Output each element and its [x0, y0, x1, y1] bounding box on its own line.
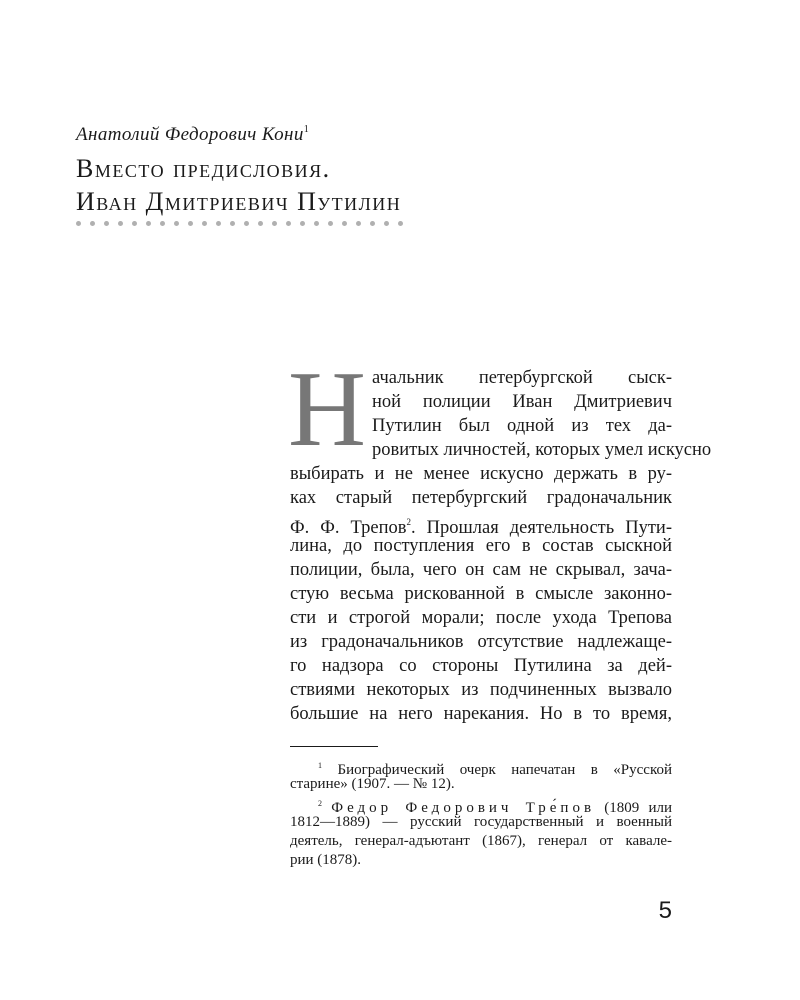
- footnote-2-mark: 2: [318, 799, 322, 808]
- divider-dot: [76, 221, 81, 226]
- footnote-1-line: старине» (1907. — № 12).: [290, 776, 455, 792]
- divider-dot: [146, 221, 151, 226]
- divider-dot: [90, 221, 95, 226]
- divider-dot: [188, 221, 193, 226]
- footnote-2-line: [290, 794, 673, 816]
- author-name: [76, 124, 309, 146]
- divider-dot: [300, 221, 305, 226]
- divider-dot: [202, 221, 207, 226]
- footnote-divider: [290, 746, 378, 747]
- divider-dot: [286, 221, 291, 226]
- page-number: 5: [658, 897, 672, 924]
- dotted-divider: [76, 221, 403, 226]
- drop-cap: Н: [288, 350, 366, 469]
- chapter-title: [76, 152, 401, 218]
- text-line: [290, 510, 672, 538]
- divider-dot: [356, 221, 361, 226]
- text-line: ровитых личностей, которых умел искусно: [372, 440, 712, 460]
- chapter-title-line-1: Вместо предисловия.: [76, 154, 331, 183]
- divider-dot: [244, 221, 249, 226]
- divider-dot: [398, 221, 403, 226]
- text-line: большие на него нарекания. Но в то время,: [290, 704, 672, 724]
- divider-dot: [328, 221, 333, 226]
- footnotes: [290, 756, 672, 870]
- divider-dot: [104, 221, 109, 226]
- text-line: выбирать и не менее искусно держать в ру-: [290, 464, 672, 484]
- divider-dot: [216, 221, 221, 226]
- divider-dot: [342, 221, 347, 226]
- divider-dot: [314, 221, 319, 226]
- text-line: ачальник петербургской сыск-: [372, 368, 672, 388]
- divider-dot: [160, 221, 165, 226]
- footnote-text: (1809 или: [604, 800, 673, 816]
- divider-dot: [258, 221, 263, 226]
- divider-dot: [118, 221, 123, 226]
- divider-dot: [132, 221, 137, 226]
- footnote-text: Биографический очерк напечатан в «Русской: [337, 762, 673, 778]
- text-line: ной полиции Иван Дмитриевич: [372, 392, 672, 412]
- footnote-2-line: деятель, генерал-адъютант (1867), генерал от кавале-: [290, 833, 672, 849]
- chapter-title-line-2: Иван Дмитриевич Путилин: [76, 187, 402, 216]
- author-text: Анатолий Федорович Кони: [76, 124, 304, 145]
- text-line: лина, до поступления его в состав сыскной: [290, 536, 672, 556]
- text-line: го надзора со стороны Путилина за дей-: [290, 656, 672, 676]
- body-paragraph: [288, 350, 712, 726]
- text-line: ках старый петербургский градоначальник: [290, 488, 672, 508]
- text-fragment: Ф. Ф. Трепов: [290, 518, 407, 538]
- divider-dot: [384, 221, 389, 226]
- footnote-2-line: 1812—1889) — русский государственный и военный: [290, 814, 672, 830]
- footnote-ref-1[interactable]: 1: [303, 124, 310, 135]
- text-line: сти и строгой морали; после ухода Трепова: [290, 608, 672, 628]
- footnote-ref-2[interactable]: 2: [406, 517, 411, 527]
- footnote-1-line: [290, 756, 673, 778]
- footnote-2-line: рии (1878).: [290, 852, 362, 868]
- text-line: из градоначальников отсутствие надлежаще-: [290, 632, 672, 652]
- text-fragment: . Прошлая деятельность Пути-: [411, 518, 672, 538]
- footnote-1-mark: 1: [318, 761, 322, 770]
- text-line: полиции, была, чего он сам не скрывал, зача-: [290, 560, 672, 580]
- footnote-name: Федор Федорович Тре́пов: [331, 800, 596, 816]
- text-line: Путилин был одной из тех да-: [372, 416, 672, 436]
- divider-dot: [370, 221, 375, 226]
- divider-dot: [272, 221, 277, 226]
- divider-dot: [230, 221, 235, 226]
- divider-dot: [174, 221, 179, 226]
- text-line: стую весьма рискованной в смысле законно-: [290, 584, 672, 604]
- text-line: ствиями некоторых из подчиненных вызвало: [290, 680, 672, 700]
